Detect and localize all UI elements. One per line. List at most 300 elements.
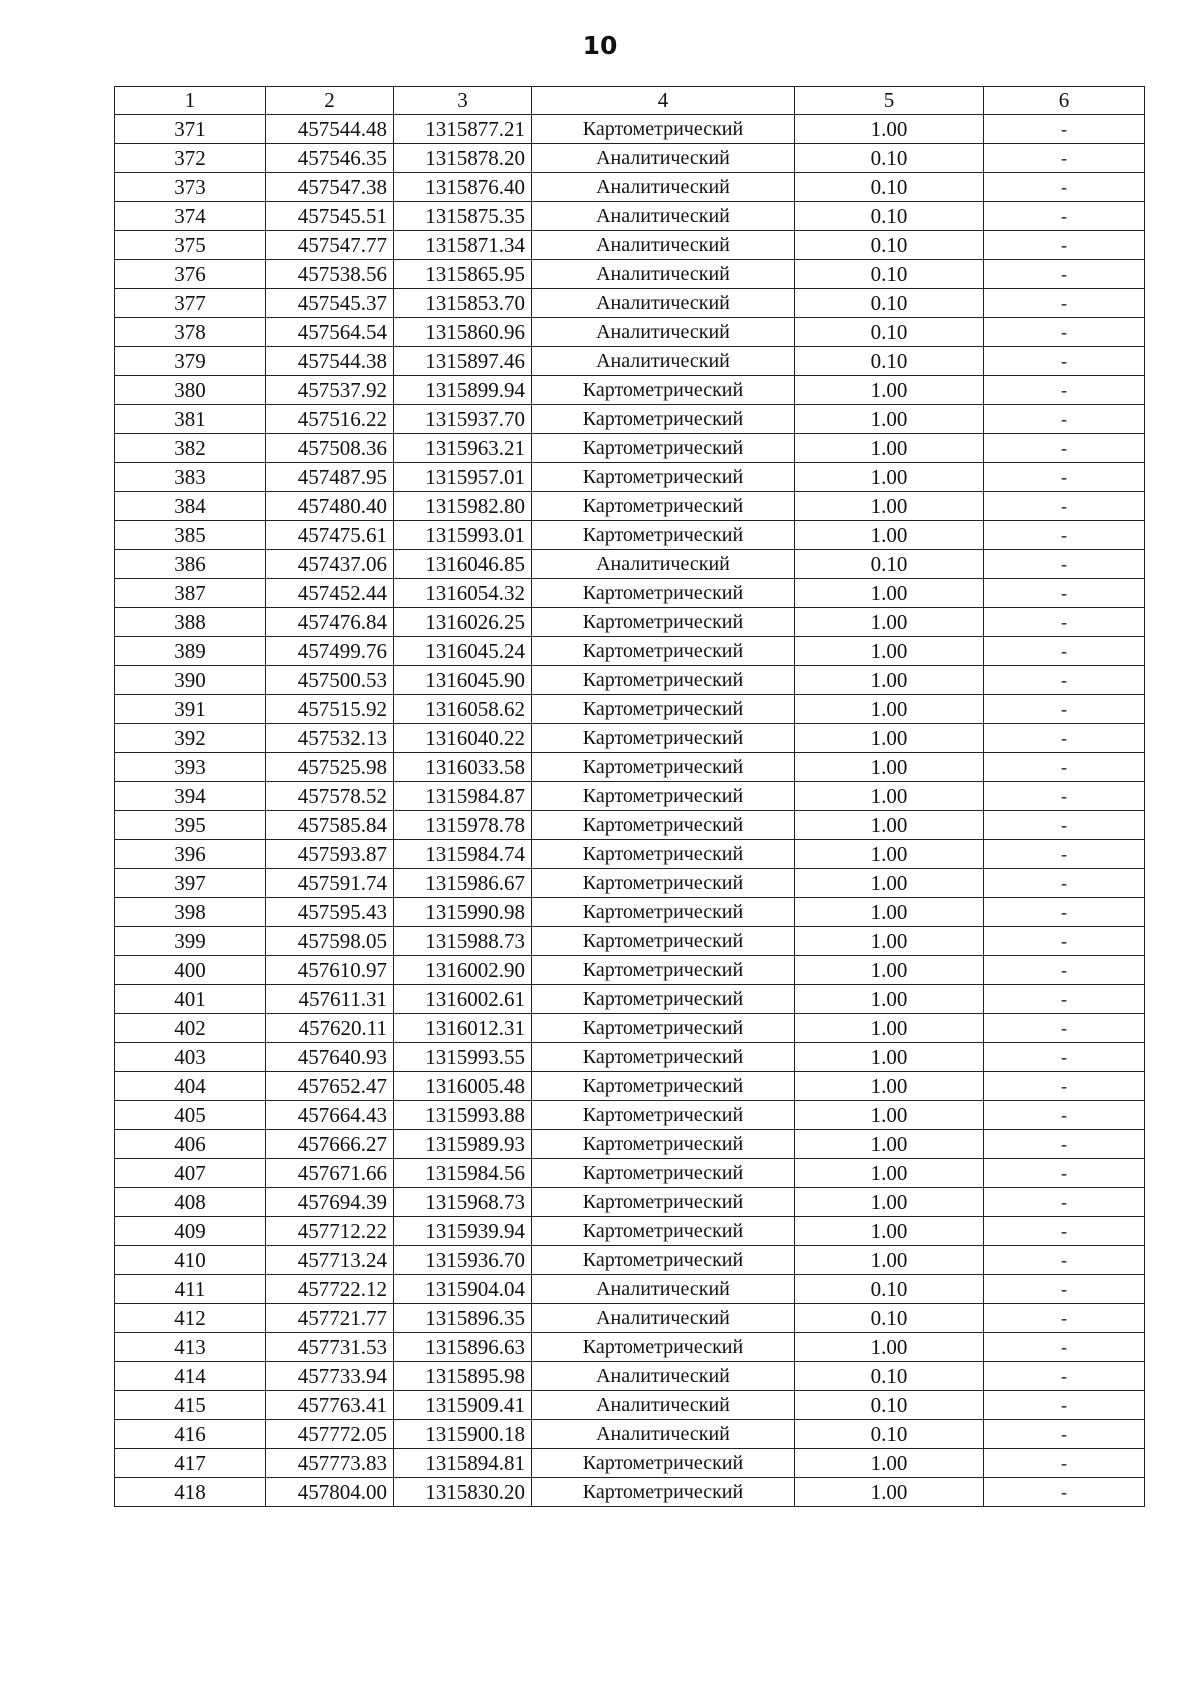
cell-point-number: 373 <box>115 173 266 202</box>
table-row <box>115 1420 1145 1449</box>
table-row <box>115 985 1145 1014</box>
cell-point-number: 390 <box>115 666 266 695</box>
cell-note: - <box>984 260 1145 289</box>
cell-accuracy: 1.00 <box>795 811 984 840</box>
cell-note: - <box>984 115 1145 144</box>
cell-accuracy: 1.00 <box>795 985 984 1014</box>
cell-accuracy: 1.00 <box>795 1478 984 1507</box>
cell-x-coordinate: 457525.98 <box>266 753 394 782</box>
cell-x-coordinate: 457437.06 <box>266 550 394 579</box>
cell-y-coordinate: 1315984.87 <box>394 782 532 811</box>
cell-y-coordinate: 1315993.01 <box>394 521 532 550</box>
cell-y-coordinate: 1315984.56 <box>394 1159 532 1188</box>
cell-note: - <box>984 202 1145 231</box>
cell-note: - <box>984 753 1145 782</box>
cell-y-coordinate: 1315993.88 <box>394 1101 532 1130</box>
cell-method: Картометрический <box>532 1188 795 1217</box>
cell-point-number: 384 <box>115 492 266 521</box>
cell-point-number: 417 <box>115 1449 266 1478</box>
cell-y-coordinate: 1315937.70 <box>394 405 532 434</box>
cell-x-coordinate: 457480.40 <box>266 492 394 521</box>
cell-y-coordinate: 1316045.90 <box>394 666 532 695</box>
cell-point-number: 383 <box>115 463 266 492</box>
cell-method: Картометрический <box>532 1217 795 1246</box>
cell-point-number: 376 <box>115 260 266 289</box>
cell-point-number: 414 <box>115 1362 266 1391</box>
cell-accuracy: 0.10 <box>795 1275 984 1304</box>
cell-x-coordinate: 457712.22 <box>266 1217 394 1246</box>
cell-x-coordinate: 457598.05 <box>266 927 394 956</box>
cell-note: - <box>984 405 1145 434</box>
cell-y-coordinate: 1316046.85 <box>394 550 532 579</box>
table-row <box>115 1362 1145 1391</box>
table-row <box>115 1043 1145 1072</box>
cell-method: Аналитический <box>532 1304 795 1333</box>
cell-y-coordinate: 1315900.18 <box>394 1420 532 1449</box>
cell-method: Картометрический <box>532 1043 795 1072</box>
cell-accuracy: 1.00 <box>795 115 984 144</box>
cell-method: Аналитический <box>532 318 795 347</box>
cell-y-coordinate: 1315897.46 <box>394 347 532 376</box>
table-row <box>115 347 1145 376</box>
table-row <box>115 1478 1145 1507</box>
table-row <box>115 869 1145 898</box>
cell-method: Картометрический <box>532 1159 795 1188</box>
cell-note: - <box>984 637 1145 666</box>
cell-point-number: 372 <box>115 144 266 173</box>
cell-accuracy: 1.00 <box>795 666 984 695</box>
cell-y-coordinate: 1315989.93 <box>394 1130 532 1159</box>
cell-y-coordinate: 1315988.73 <box>394 927 532 956</box>
cell-x-coordinate: 457713.24 <box>266 1246 394 1275</box>
cell-y-coordinate: 1315993.55 <box>394 1043 532 1072</box>
cell-note: - <box>984 869 1145 898</box>
table-row <box>115 521 1145 550</box>
cell-accuracy: 1.00 <box>795 405 984 434</box>
table-body <box>115 115 1145 1507</box>
cell-accuracy: 1.00 <box>795 840 984 869</box>
cell-point-number: 410 <box>115 1246 266 1275</box>
cell-method: Картометрический <box>532 1449 795 1478</box>
cell-y-coordinate: 1315984.74 <box>394 840 532 869</box>
table-row <box>115 202 1145 231</box>
cell-method: Картометрический <box>532 666 795 695</box>
table-row <box>115 1449 1145 1478</box>
cell-y-coordinate: 1315957.01 <box>394 463 532 492</box>
cell-method: Картометрический <box>532 811 795 840</box>
cell-method: Картометрический <box>532 1333 795 1362</box>
cell-point-number: 371 <box>115 115 266 144</box>
cell-method: Аналитический <box>532 144 795 173</box>
cell-method: Картометрический <box>532 1072 795 1101</box>
cell-accuracy: 1.00 <box>795 1188 984 1217</box>
cell-method: Картометрический <box>532 840 795 869</box>
cell-accuracy: 0.10 <box>795 231 984 260</box>
cell-accuracy: 1.00 <box>795 1333 984 1362</box>
cell-x-coordinate: 457508.36 <box>266 434 394 463</box>
cell-note: - <box>984 1101 1145 1130</box>
cell-method: Картометрический <box>532 695 795 724</box>
cell-method: Аналитический <box>532 1391 795 1420</box>
cell-accuracy: 1.00 <box>795 753 984 782</box>
cell-accuracy: 1.00 <box>795 608 984 637</box>
cell-y-coordinate: 1315968.73 <box>394 1188 532 1217</box>
cell-accuracy: 1.00 <box>795 927 984 956</box>
cell-x-coordinate: 457593.87 <box>266 840 394 869</box>
cell-point-number: 391 <box>115 695 266 724</box>
cell-y-coordinate: 1315896.35 <box>394 1304 532 1333</box>
cell-point-number: 396 <box>115 840 266 869</box>
cell-method: Картометрический <box>532 579 795 608</box>
cell-point-number: 381 <box>115 405 266 434</box>
table-row <box>115 579 1145 608</box>
cell-accuracy: 1.00 <box>795 434 984 463</box>
cell-note: - <box>984 811 1145 840</box>
cell-method: Аналитический <box>532 1275 795 1304</box>
cell-y-coordinate: 1315860.96 <box>394 318 532 347</box>
table-row <box>115 666 1145 695</box>
cell-note: - <box>984 1043 1145 1072</box>
cell-accuracy: 0.10 <box>795 1362 984 1391</box>
table-row <box>115 1014 1145 1043</box>
cell-y-coordinate: 1315899.94 <box>394 376 532 405</box>
cell-method: Картометрический <box>532 956 795 985</box>
cell-method: Аналитический <box>532 1420 795 1449</box>
cell-y-coordinate: 1315875.35 <box>394 202 532 231</box>
cell-x-coordinate: 457545.51 <box>266 202 394 231</box>
cell-note: - <box>984 1391 1145 1420</box>
cell-accuracy: 1.00 <box>795 1246 984 1275</box>
cell-x-coordinate: 457595.43 <box>266 898 394 927</box>
cell-method: Картометрический <box>532 521 795 550</box>
cell-x-coordinate: 457475.61 <box>266 521 394 550</box>
table-row <box>115 811 1145 840</box>
cell-note: - <box>984 1246 1145 1275</box>
cell-x-coordinate: 457544.38 <box>266 347 394 376</box>
cell-note: - <box>984 1333 1145 1362</box>
cell-x-coordinate: 457564.54 <box>266 318 394 347</box>
cell-point-number: 380 <box>115 376 266 405</box>
cell-note: - <box>984 492 1145 521</box>
cell-note: - <box>984 579 1145 608</box>
cell-x-coordinate: 457452.44 <box>266 579 394 608</box>
cell-point-number: 402 <box>115 1014 266 1043</box>
table-row <box>115 289 1145 318</box>
cell-accuracy: 1.00 <box>795 956 984 985</box>
cell-note: - <box>984 1130 1145 1159</box>
cell-point-number: 382 <box>115 434 266 463</box>
cell-point-number: 378 <box>115 318 266 347</box>
table-row <box>115 608 1145 637</box>
cell-note: - <box>984 724 1145 753</box>
cell-y-coordinate: 1315896.63 <box>394 1333 532 1362</box>
cell-note: - <box>984 1362 1145 1391</box>
cell-accuracy: 1.00 <box>795 579 984 608</box>
cell-y-coordinate: 1315871.34 <box>394 231 532 260</box>
table-row <box>115 115 1145 144</box>
cell-note: - <box>984 1275 1145 1304</box>
cell-point-number: 408 <box>115 1188 266 1217</box>
cell-note: - <box>984 608 1145 637</box>
cell-x-coordinate: 457500.53 <box>266 666 394 695</box>
cell-point-number: 416 <box>115 1420 266 1449</box>
cell-point-number: 418 <box>115 1478 266 1507</box>
table-row <box>115 1391 1145 1420</box>
cell-method: Картометрический <box>532 985 795 1014</box>
table-row <box>115 898 1145 927</box>
table-row <box>115 637 1145 666</box>
cell-note: - <box>984 985 1145 1014</box>
cell-method: Картометрический <box>532 898 795 927</box>
cell-point-number: 406 <box>115 1130 266 1159</box>
cell-x-coordinate: 457721.77 <box>266 1304 394 1333</box>
cell-y-coordinate: 1315853.70 <box>394 289 532 318</box>
cell-point-number: 407 <box>115 1159 266 1188</box>
cell-x-coordinate: 457804.00 <box>266 1478 394 1507</box>
table-row <box>115 1304 1145 1333</box>
header-cell-3: 3 <box>394 87 532 115</box>
cell-note: - <box>984 956 1145 985</box>
table-row <box>115 1188 1145 1217</box>
cell-note: - <box>984 1159 1145 1188</box>
cell-y-coordinate: 1315990.98 <box>394 898 532 927</box>
cell-accuracy: 1.00 <box>795 492 984 521</box>
cell-method: Аналитический <box>532 347 795 376</box>
cell-accuracy: 1.00 <box>795 695 984 724</box>
cell-accuracy: 1.00 <box>795 1159 984 1188</box>
cell-accuracy: 0.10 <box>795 1304 984 1333</box>
cell-note: - <box>984 434 1145 463</box>
cell-accuracy: 0.10 <box>795 318 984 347</box>
cell-x-coordinate: 457666.27 <box>266 1130 394 1159</box>
table-row <box>115 1072 1145 1101</box>
cell-x-coordinate: 457722.12 <box>266 1275 394 1304</box>
table-row <box>115 1246 1145 1275</box>
cell-accuracy: 0.10 <box>795 289 984 318</box>
cell-method: Картометрический <box>532 869 795 898</box>
cell-x-coordinate: 457694.39 <box>266 1188 394 1217</box>
cell-point-number: 379 <box>115 347 266 376</box>
cell-x-coordinate: 457620.11 <box>266 1014 394 1043</box>
table-row <box>115 318 1145 347</box>
table-row <box>115 1275 1145 1304</box>
header-cell-5: 5 <box>795 87 984 115</box>
cell-point-number: 377 <box>115 289 266 318</box>
cell-y-coordinate: 1315909.41 <box>394 1391 532 1420</box>
cell-y-coordinate: 1315830.20 <box>394 1478 532 1507</box>
table-row <box>115 782 1145 811</box>
cell-y-coordinate: 1315982.80 <box>394 492 532 521</box>
table-row <box>115 1333 1145 1362</box>
cell-point-number: 401 <box>115 985 266 1014</box>
cell-method: Картометрический <box>532 463 795 492</box>
table-row <box>115 1217 1145 1246</box>
cell-method: Картометрический <box>532 782 795 811</box>
cell-note: - <box>984 1217 1145 1246</box>
cell-point-number: 386 <box>115 550 266 579</box>
cell-method: Картометрический <box>532 1014 795 1043</box>
cell-note: - <box>984 173 1145 202</box>
cell-point-number: 409 <box>115 1217 266 1246</box>
cell-y-coordinate: 1315936.70 <box>394 1246 532 1275</box>
cell-accuracy: 1.00 <box>795 521 984 550</box>
cell-note: - <box>984 1478 1145 1507</box>
cell-point-number: 415 <box>115 1391 266 1420</box>
table-row <box>115 492 1145 521</box>
cell-note: - <box>984 1304 1145 1333</box>
table-row <box>115 463 1145 492</box>
cell-note: - <box>984 463 1145 492</box>
header-cell-6: 6 <box>984 87 1145 115</box>
header-cell-2: 2 <box>266 87 394 115</box>
table-row <box>115 434 1145 463</box>
table-row <box>115 1101 1145 1130</box>
cell-y-coordinate: 1315904.04 <box>394 1275 532 1304</box>
cell-accuracy: 1.00 <box>795 724 984 753</box>
cell-note: - <box>984 898 1145 927</box>
cell-note: - <box>984 1188 1145 1217</box>
coordinates-table <box>114 86 1145 1507</box>
cell-x-coordinate: 457664.43 <box>266 1101 394 1130</box>
table-row <box>115 840 1145 869</box>
cell-x-coordinate: 457538.56 <box>266 260 394 289</box>
cell-point-number: 374 <box>115 202 266 231</box>
table-row <box>115 1130 1145 1159</box>
cell-point-number: 394 <box>115 782 266 811</box>
cell-point-number: 387 <box>115 579 266 608</box>
cell-point-number: 400 <box>115 956 266 985</box>
cell-accuracy: 1.00 <box>795 898 984 927</box>
cell-y-coordinate: 1315963.21 <box>394 434 532 463</box>
cell-x-coordinate: 457610.97 <box>266 956 394 985</box>
cell-note: - <box>984 1420 1145 1449</box>
table-row <box>115 956 1145 985</box>
cell-x-coordinate: 457763.41 <box>266 1391 394 1420</box>
cell-x-coordinate: 457671.66 <box>266 1159 394 1188</box>
cell-point-number: 413 <box>115 1333 266 1362</box>
cell-x-coordinate: 457532.13 <box>266 724 394 753</box>
table-row <box>115 927 1145 956</box>
cell-accuracy: 1.00 <box>795 869 984 898</box>
cell-note: - <box>984 347 1145 376</box>
cell-method: Картометрический <box>532 1478 795 1507</box>
cell-x-coordinate: 457499.76 <box>266 637 394 666</box>
cell-method: Аналитический <box>532 260 795 289</box>
table-row <box>115 550 1145 579</box>
cell-y-coordinate: 1315878.20 <box>394 144 532 173</box>
cell-point-number: 375 <box>115 231 266 260</box>
cell-accuracy: 1.00 <box>795 376 984 405</box>
table-row <box>115 724 1145 753</box>
cell-accuracy: 1.00 <box>795 1043 984 1072</box>
cell-method: Картометрический <box>532 434 795 463</box>
cell-method: Аналитический <box>532 1362 795 1391</box>
cell-x-coordinate: 457547.38 <box>266 173 394 202</box>
cell-x-coordinate: 457544.48 <box>266 115 394 144</box>
cell-y-coordinate: 1316012.31 <box>394 1014 532 1043</box>
cell-note: - <box>984 695 1145 724</box>
table-row <box>115 1159 1145 1188</box>
cell-note: - <box>984 318 1145 347</box>
table-row <box>115 173 1145 202</box>
cell-y-coordinate: 1315978.78 <box>394 811 532 840</box>
cell-point-number: 393 <box>115 753 266 782</box>
cell-note: - <box>984 521 1145 550</box>
cell-note: - <box>984 1449 1145 1478</box>
cell-x-coordinate: 457578.52 <box>266 782 394 811</box>
cell-method: Картометрический <box>532 1101 795 1130</box>
cell-method: Картометрический <box>532 492 795 521</box>
cell-x-coordinate: 457611.31 <box>266 985 394 1014</box>
cell-accuracy: 0.10 <box>795 173 984 202</box>
cell-accuracy: 0.10 <box>795 1391 984 1420</box>
cell-x-coordinate: 457537.92 <box>266 376 394 405</box>
cell-accuracy: 1.00 <box>795 1101 984 1130</box>
cell-point-number: 412 <box>115 1304 266 1333</box>
cell-note: - <box>984 666 1145 695</box>
cell-method: Картометрический <box>532 1246 795 1275</box>
cell-method: Аналитический <box>532 289 795 318</box>
cell-note: - <box>984 376 1145 405</box>
cell-y-coordinate: 1315895.98 <box>394 1362 532 1391</box>
cell-point-number: 389 <box>115 637 266 666</box>
cell-method: Картометрический <box>532 376 795 405</box>
cell-y-coordinate: 1316058.62 <box>394 695 532 724</box>
cell-y-coordinate: 1315877.21 <box>394 115 532 144</box>
cell-y-coordinate: 1316040.22 <box>394 724 532 753</box>
cell-method: Аналитический <box>532 231 795 260</box>
header-cell-1: 1 <box>115 87 266 115</box>
cell-point-number: 388 <box>115 608 266 637</box>
cell-note: - <box>984 231 1145 260</box>
cell-accuracy: 1.00 <box>795 1449 984 1478</box>
cell-x-coordinate: 457547.77 <box>266 231 394 260</box>
cell-y-coordinate: 1315894.81 <box>394 1449 532 1478</box>
cell-method: Картометрический <box>532 405 795 434</box>
cell-x-coordinate: 457773.83 <box>266 1449 394 1478</box>
cell-note: - <box>984 550 1145 579</box>
table-header <box>115 87 1145 115</box>
table-row <box>115 695 1145 724</box>
cell-accuracy: 1.00 <box>795 1014 984 1043</box>
cell-accuracy: 0.10 <box>795 202 984 231</box>
cell-point-number: 404 <box>115 1072 266 1101</box>
cell-method: Аналитический <box>532 202 795 231</box>
cell-x-coordinate: 457591.74 <box>266 869 394 898</box>
cell-y-coordinate: 1315986.67 <box>394 869 532 898</box>
cell-x-coordinate: 457733.94 <box>266 1362 394 1391</box>
cell-x-coordinate: 457585.84 <box>266 811 394 840</box>
cell-point-number: 399 <box>115 927 266 956</box>
cell-y-coordinate: 1316002.61 <box>394 985 532 1014</box>
cell-point-number: 405 <box>115 1101 266 1130</box>
cell-point-number: 411 <box>115 1275 266 1304</box>
cell-accuracy: 1.00 <box>795 463 984 492</box>
cell-accuracy: 0.10 <box>795 347 984 376</box>
cell-y-coordinate: 1315865.95 <box>394 260 532 289</box>
cell-accuracy: 0.10 <box>795 550 984 579</box>
cell-accuracy: 0.10 <box>795 144 984 173</box>
cell-method: Аналитический <box>532 550 795 579</box>
table-row <box>115 753 1145 782</box>
cell-accuracy: 1.00 <box>795 637 984 666</box>
cell-note: - <box>984 1014 1145 1043</box>
cell-point-number: 385 <box>115 521 266 550</box>
cell-x-coordinate: 457652.47 <box>266 1072 394 1101</box>
cell-note: - <box>984 840 1145 869</box>
cell-accuracy: 1.00 <box>795 1072 984 1101</box>
cell-method: Картометрический <box>532 753 795 782</box>
